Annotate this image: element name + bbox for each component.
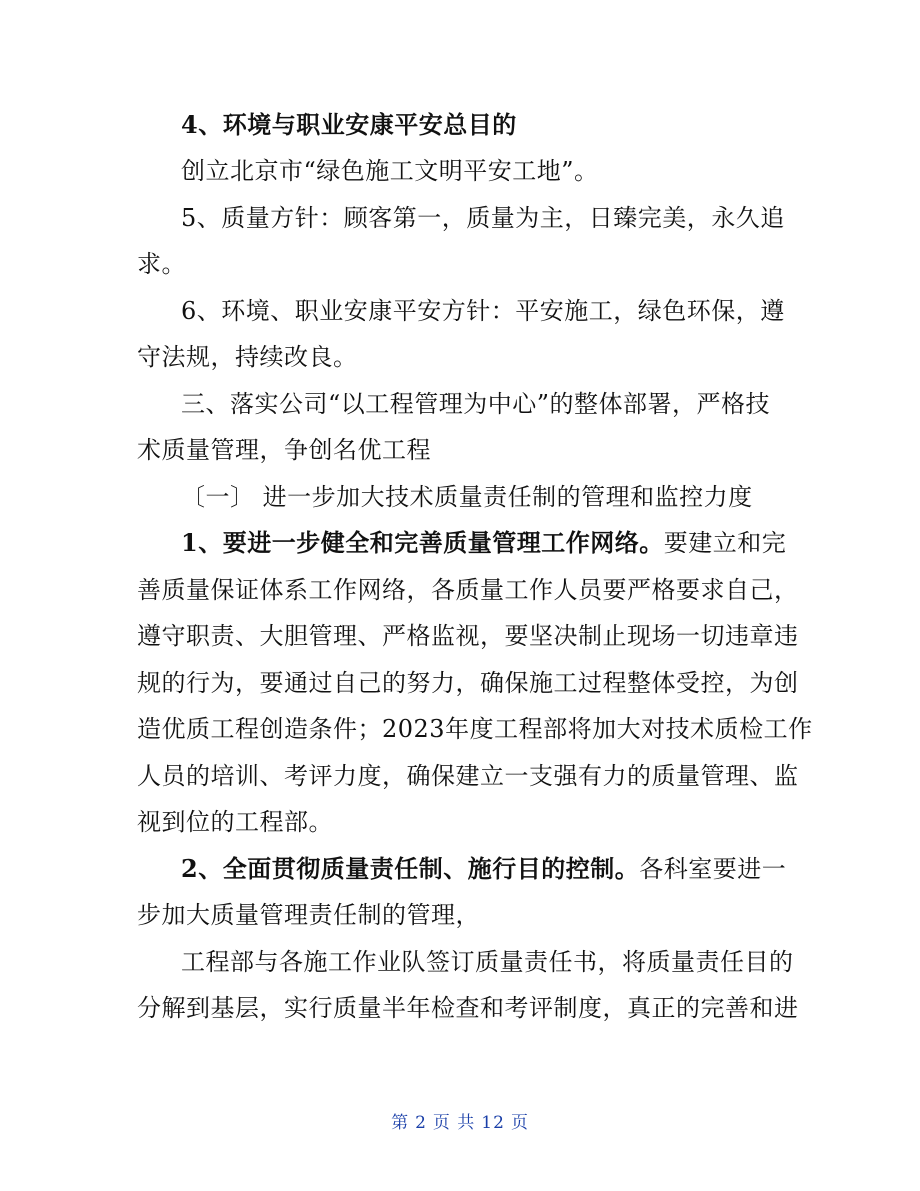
paragraph-line: 分解到基层，实行质量半年检查和考评制度，真正的完善和进: [137, 994, 799, 1022]
footer-page-number: 2: [415, 1113, 427, 1133]
footer-suffix: 页: [510, 1113, 529, 1133]
paragraph-line: 遵守职责、大胆管理、严格监视，要坚决制止现场一切违章违: [137, 622, 799, 650]
paragraph-line: 人员的培训、考评力度，确保建立一支强有力的质量管理、监: [137, 762, 799, 790]
paragraph-text: 要建立和完: [663, 529, 787, 557]
page-footer: [0, 1112, 920, 1134]
paragraph-line: 求。: [137, 250, 186, 278]
section-heading-line: 术质量管理，争创名优工程: [137, 436, 431, 464]
footer-prefix: 第: [391, 1113, 410, 1133]
paragraph-line: [181, 528, 786, 558]
paragraph-line: 工程部与各施工作业队签订质量责任书，将质量责任目的: [181, 948, 794, 976]
subsection-heading: 〔一〕 进一步加大技术质量责任制的管理和监控力度: [181, 483, 753, 511]
section-heading-line: 三、落实公司“以工程管理为中心”的整体部署，严格技: [181, 390, 771, 418]
paragraph-text: 各科室要进一: [639, 855, 787, 883]
paragraph-line: 步加大质量管理责任制的管理，: [137, 901, 480, 929]
paragraph-line: 6、环境、职业安康平安方针：平安施工，绿色环保，遵: [181, 297, 785, 325]
heading-env-goal: 4、环境与职业安康平安总目的: [181, 110, 517, 139]
paragraph-line: 创立北京市“绿色施工文明平安工地”。: [181, 157, 599, 185]
paragraph-line: 善质量保证体系工作网络，各质量工作人员要严格要求自己，: [137, 576, 799, 604]
paragraph-line: 规的行为，要通过自己的努力，确保施工过程整体受控，为创: [137, 669, 799, 697]
paragraph-line: 5、质量方针：顾客第一，质量为主，日臻完美，永久追: [181, 204, 785, 232]
paragraph-line: [181, 854, 786, 884]
bold-lead-1: 1、要进一步健全和完善质量管理工作网络。: [181, 528, 664, 557]
footer-mid: 页 共: [432, 1113, 476, 1133]
paragraph-line: 造优质工程创造条件；2023年度工程部将加大对技术质检工作: [137, 715, 813, 743]
footer-total-pages: 12: [481, 1113, 505, 1133]
paragraph-line: 视到位的工程部。: [137, 808, 333, 836]
bold-lead-2: 2、全面贯彻质量责任制、施行目的控制。: [181, 854, 640, 883]
paragraph-line: 守法规，持续改良。: [137, 343, 358, 371]
